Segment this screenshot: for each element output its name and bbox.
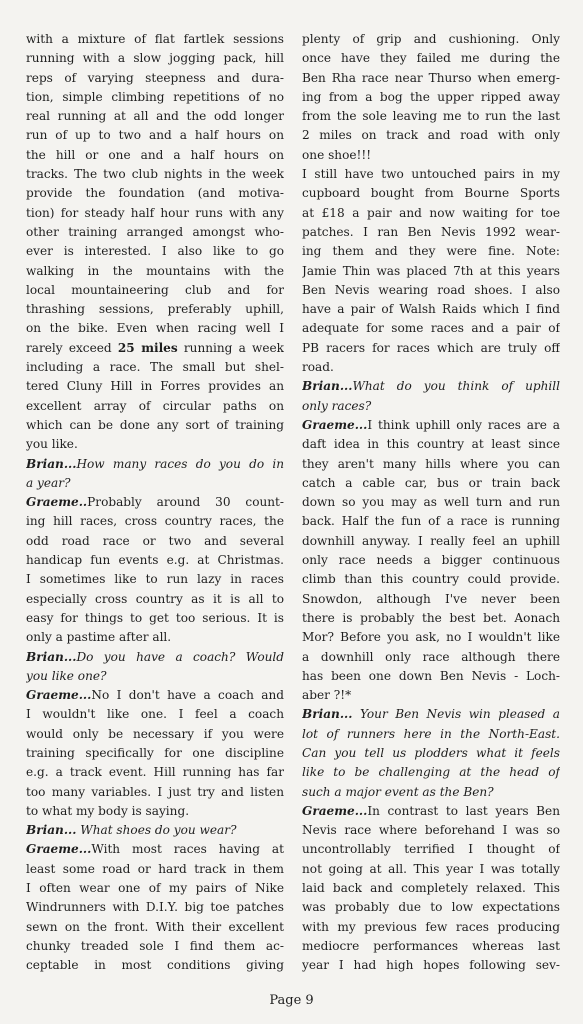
text-line [26,648,284,667]
text-line [26,204,284,223]
body-text: patches. I ran Ben Nevis 1992 wear- [302,224,560,239]
text-line [26,744,284,763]
text-line [302,126,560,145]
text-line [26,416,284,435]
text-line [302,840,560,859]
body-text: ceptable in most conditions giving [26,958,284,973]
body-text: adequate for some races and a pair of [302,321,560,336]
body-text: there is probably the best bet. Aonach [302,610,560,625]
body-text: ing them and they were fine. Note: [302,244,560,259]
body-text: reps of varying steepness and dura- [26,70,284,85]
text-line [302,281,560,300]
text-line [302,802,560,821]
body-text: e.g. a track event. Hill running has far [26,765,284,780]
text-line [302,474,560,493]
body-text: has been one down Ben Nevis - Loch- [302,668,560,683]
body-text: Ben Rha race near Thurso when emerg- [302,70,560,85]
body-text: back. Half the fun of a race is running [302,514,560,529]
text-line [26,319,284,338]
text-line [302,377,560,396]
text-line [26,532,284,551]
body-text: once have they failed me during the [302,51,560,66]
body-text: including a race. The small but shel- [26,360,284,375]
text-line [302,570,560,589]
question-text: What do you think of uphill [352,379,560,394]
text-line [302,763,560,782]
body-text: aber ?!* [302,688,352,703]
body-text: Mor? Before you ask, no I wouldn't like [302,630,560,645]
text-line [26,609,284,628]
text-line [26,937,284,956]
text-line [26,956,284,975]
text-line [26,474,284,493]
question-text: you like one? [26,668,107,683]
text-line [302,551,560,570]
question-text: lot of runners here in the North-East. [302,726,560,741]
body-text: down so you may as well turn and run [302,495,560,510]
text-line [26,860,284,879]
body-text: which can be done any sort of training [26,417,284,432]
text-line [26,30,284,49]
text-line [26,802,284,821]
text-line [26,49,284,68]
text-line [26,397,284,416]
body-text: PB racers for races which are truly off [302,340,560,355]
text-line [302,242,560,261]
body-text: with my previous few races producing [302,919,560,934]
body-text: have a pair of Walsh Raids which I find [302,302,560,317]
speaker-label: Brian... [26,823,77,838]
question-text: only races? [302,398,372,413]
body-text: running a week [177,340,284,355]
article-right-column [302,30,560,976]
text-line [302,146,560,165]
body-text: uncontrollably terrified I thought of [302,842,560,857]
text-line [26,281,284,300]
body-text: I still have two untouched pairs in my [302,167,560,182]
text-line [302,397,560,416]
text-line [26,165,284,184]
body-text: one shoe!!! [302,147,372,162]
body-text: I sometimes like to run lazy in races [26,572,284,587]
body-text: walking in the mountains with the [26,263,284,278]
body-text: provide the foundation (and motiva- [26,186,284,201]
text-line [302,918,560,937]
text-line [302,69,560,88]
text-line [302,184,560,203]
text-line [302,455,560,474]
body-text: easy for things to get too serious. It is [26,610,284,625]
body-text: Nevis race where beforehand I was so [302,823,560,838]
body-text: I often wear one of my pairs of Nike [26,881,284,896]
text-line [302,821,560,840]
text-line [26,686,284,705]
text-line [26,840,284,859]
body-text: would only be necessary if you were [26,726,284,741]
body-text: too many variables. I just try and listen [26,784,284,799]
text-line [302,956,560,975]
text-line [26,377,284,396]
text-line [26,821,284,840]
body-text: to what my body is saying. [26,803,190,818]
text-line [26,512,284,531]
body-text: mediocre performances whereas last [302,938,560,953]
text-line [26,879,284,898]
text-line [302,705,560,724]
text-line [302,590,560,609]
text-line [26,493,284,512]
text-line [26,918,284,937]
text-line [302,879,560,898]
text-line [26,184,284,203]
body-text: With most races having at [91,842,284,857]
body-text: you like. [26,437,78,452]
article-left-column [26,30,284,976]
speaker-label: Graeme... [26,688,92,703]
body-text: the hill or one and a half hours on [26,147,284,162]
text-line [26,262,284,281]
text-line [26,107,284,126]
speaker-label: Brian... [302,379,353,394]
text-line [302,783,560,802]
body-text: run of up to two and a half hours on [26,128,284,143]
body-text: catch a cable car, bus or train back [302,475,560,490]
body-text: cupboard bought from Bourne Sports [302,186,560,201]
body-text: other training arranged amongst who- [26,224,284,239]
question-text: such a major event as the Ben? [302,784,494,799]
text-line [302,512,560,531]
body-text: road. [302,360,334,375]
question-text: Your Ben Nevis win pleased a [352,707,560,722]
question-text: Do you have a coach? Would [76,649,284,664]
text-line [26,898,284,917]
body-text: least some road or hard track in them [26,861,284,876]
body-text: 2 miles on track and road with only [302,128,560,143]
text-line [26,705,284,724]
page-number: Page 9 [269,993,314,1008]
text-line [302,165,560,184]
body-text: Snowdon, although I've never been [302,591,560,606]
body-text: I think uphill only races are a [367,417,560,432]
question-text: What shoes do you wear? [76,823,237,838]
speaker-label: Brian... [302,707,353,722]
text-line [26,126,284,145]
body-text: odd road race or two and several [26,533,284,548]
body-text: laid back and completely relaxed. This [302,881,560,896]
text-line [26,300,284,319]
body-text: sewn on the front. With their excellent [26,919,284,934]
text-line [302,532,560,551]
body-text: only race needs a bigger continuous [302,553,560,568]
text-line [302,107,560,126]
speaker-label: Brian... [26,456,77,471]
body-text: daft idea in this country at least since [302,437,560,452]
text-line [26,69,284,88]
speaker-label: Brian... [26,649,77,664]
text-line [302,358,560,377]
text-line [302,30,560,49]
text-line [302,493,560,512]
text-line [26,763,284,782]
body-text: excellent array of circular paths on [26,398,284,413]
body-text: Jamie Thin was placed 7th at this years [302,263,560,278]
text-line [26,455,284,474]
body-text: with a mixture of flat fartlek sessions [26,32,284,46]
text-line [302,204,560,223]
text-line [302,628,560,647]
body-text: plenty of grip and cushioning. Only [302,32,560,46]
text-line [302,49,560,68]
body-text: only a pastime after all. [26,630,172,645]
body-text: I wouldn't like one. I feel a coach [26,707,284,722]
speaker-label: Graeme... [302,803,368,818]
text-line [302,744,560,763]
body-text: local mountaineering club and for [26,282,284,297]
body-text: thrashing sessions, preferably uphill, [26,302,284,317]
body-text: In contrast to last years Ben [367,803,560,818]
text-line [26,570,284,589]
text-line [302,435,560,454]
text-line [26,223,284,242]
body-text: at £18 a pair and now waiting for toe [302,205,560,220]
body-text: on the bike. Even when racing well I [26,321,284,336]
body-text: No I don't have a coach and [91,688,284,703]
text-line [302,300,560,319]
text-line [302,937,560,956]
body-text: training specifically for one discipline [26,745,284,760]
text-line [26,783,284,802]
body-text: tracks. The two club nights in the week [26,167,284,182]
body-text: from the sole leaving me to run the last [302,109,560,124]
question-text: like to be challenging at the head of [302,765,560,780]
speaker-label: Graeme.. [26,495,88,510]
text-line [26,551,284,570]
text-line [302,667,560,686]
text-line [26,88,284,107]
body-text: rarely exceed [26,340,118,355]
text-line [26,667,284,686]
text-line [302,686,560,705]
text-line [26,590,284,609]
text-line [302,262,560,281]
body-text: Probably around 30 count- [87,495,284,510]
text-line [26,358,284,377]
text-line [302,319,560,338]
question-text: a year? [26,475,71,490]
text-line [26,339,284,358]
question-text: How many races do you do in [76,456,284,471]
body-text: downhill anyway. I really feel an uphill [302,533,560,548]
text-line [302,725,560,744]
body-text: was probably due to low expectations [302,900,560,915]
emphasis-text: 25 miles [117,340,178,355]
body-text: Windrunners with D.I.Y. big toe patches [26,900,284,915]
body-text: especially cross country as it is all to [26,591,284,606]
body-text: ever is interested. I also like to go [26,244,284,259]
body-text: tered Cluny Hill in Forres provides an [26,379,284,394]
body-text: handicap fun events e.g. at Christmas. [26,553,284,568]
text-line [302,339,560,358]
body-text: a downhill only race although there [302,649,560,664]
text-line [26,628,284,647]
text-line [302,860,560,879]
text-line [302,223,560,242]
text-line [302,898,560,917]
text-line [26,725,284,744]
text-line [26,242,284,261]
body-text: real running at all and the odd longer [26,109,284,124]
text-line [302,88,560,107]
body-text: climb than this country could provide. [302,572,560,587]
text-line [302,609,560,628]
body-text: chunky treaded sole I find them ac- [26,938,284,953]
body-text: they aren't many hills where you can [302,456,560,471]
body-text: not going at all. This year I was totally [302,861,560,876]
body-text: running with a slow jogging pack, hill [26,51,284,66]
question-text: Can you tell us plodders what it feels [302,745,560,760]
speaker-label: Graeme... [302,417,368,432]
body-text: Ben Nevis wearing road shoes. I also [302,282,560,297]
text-line [302,648,560,667]
body-text: year I had high hopes following sev- [302,958,560,973]
text-line [26,146,284,165]
body-text: ing hill races, cross country races, the [26,514,284,529]
body-text: ing from a bog the upper ripped away [302,89,560,104]
text-line [302,416,560,435]
speaker-label: Graeme... [26,842,92,857]
body-text: tion, simple climbing repetitions of no [26,89,284,104]
body-text: tion) for steady half hour runs with any [26,205,284,220]
text-line [26,435,284,454]
